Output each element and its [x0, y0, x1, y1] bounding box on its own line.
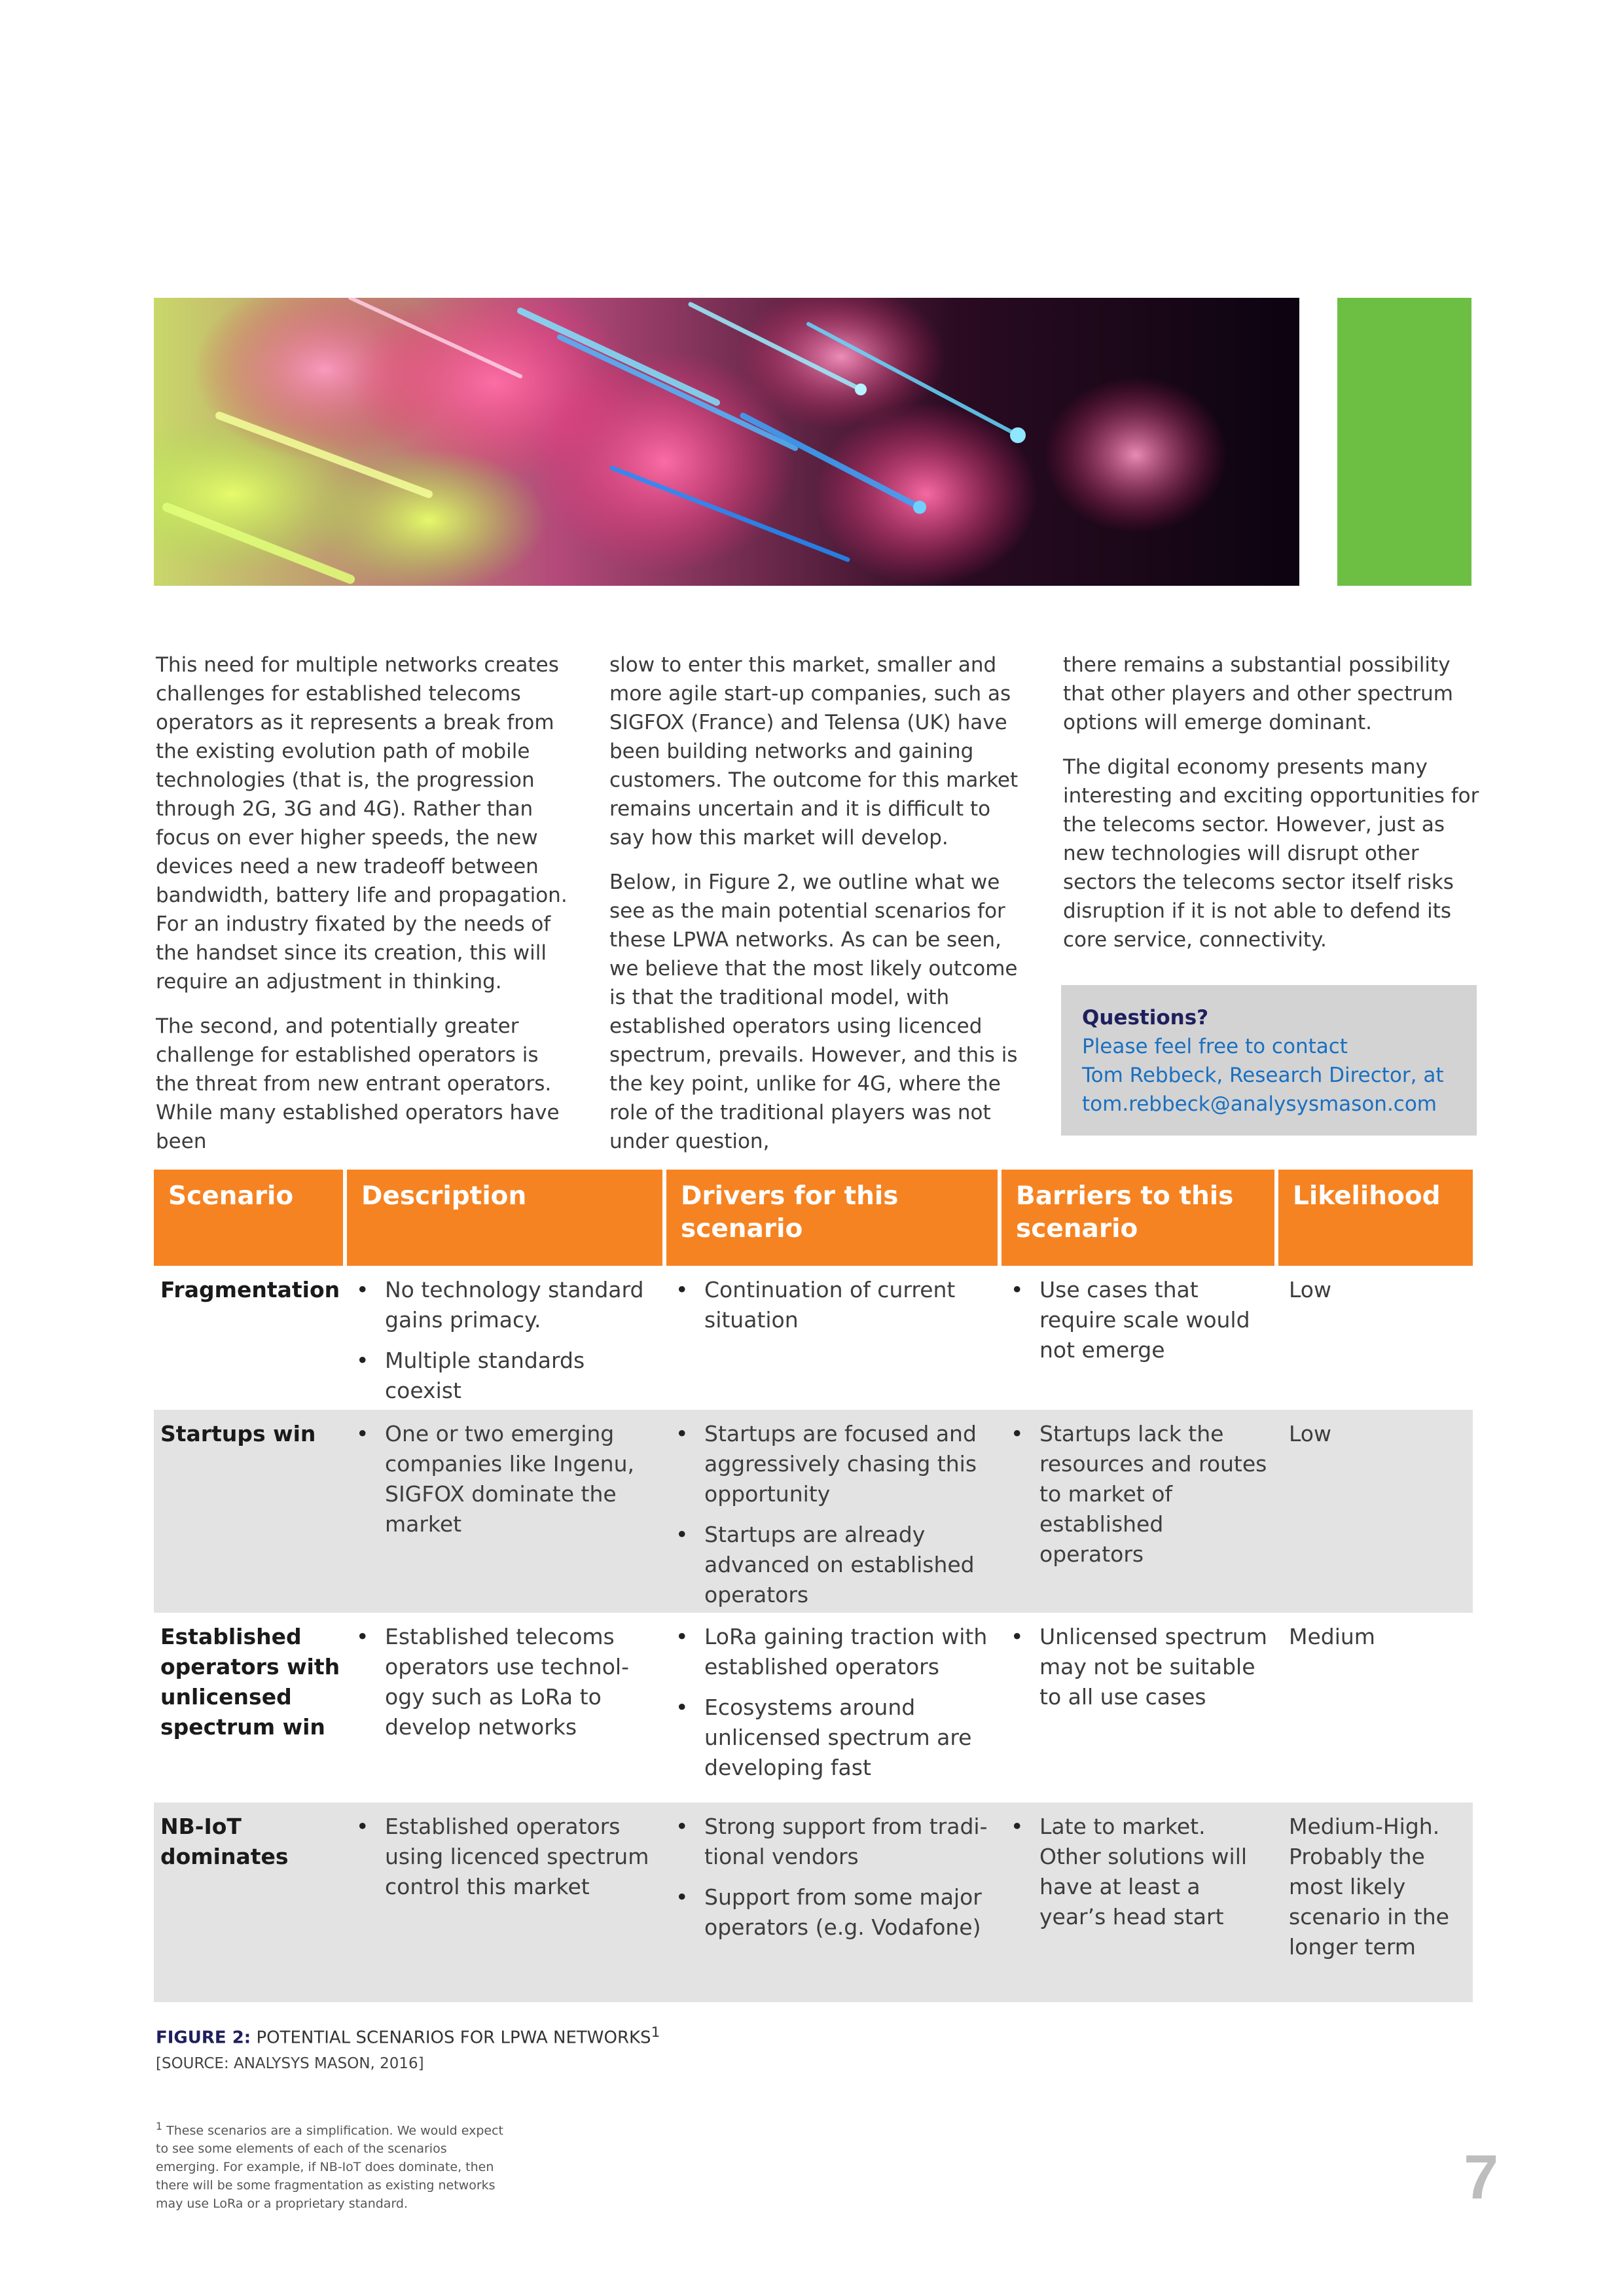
figure-caption	[156, 2024, 660, 2048]
header-barriers: Barriers to this scenario	[1001, 1170, 1278, 1266]
likelihood-value: Medium	[1289, 1624, 1375, 1649]
footnote-marker: 1	[156, 2120, 163, 2132]
list-item: • Multiple standards coexist	[353, 1346, 660, 1406]
header-description: Description	[347, 1170, 666, 1266]
paragraph: The second, and potentially greater challenge for established operators is the threat from new entrant operators. While many established operators have been	[156, 1014, 560, 1153]
table-row	[154, 1803, 1473, 2002]
list-item: • Established telecoms operators use technol-ogy such as LoRa to develop networks	[353, 1622, 660, 1742]
contact-line: Please feel free to contact	[1082, 1035, 1348, 1058]
figure-source: [SOURCE: ANALYSYS MASON, 2016]	[156, 2055, 424, 2072]
header-drivers: Drivers for this scenario	[666, 1170, 1001, 1266]
list-item: • Startups are already advanced on established operators	[673, 1520, 995, 1610]
list-item: • LoRa gaining traction with established operators	[673, 1622, 995, 1682]
description-cell	[347, 1410, 666, 1613]
paragraph: there remains a substantial possibility that other players and other spectrum options will emerge dominant.	[1063, 653, 1454, 734]
list-item: • Startups are focused and aggressively chasing this opportunity	[673, 1419, 995, 1509]
list-item: • Support from some major operators (e.g. Vodafone)	[673, 1882, 995, 1943]
likelihood-cell	[1278, 1410, 1473, 1613]
list-item: • Use cases that require scale would not emerge	[1008, 1275, 1272, 1365]
hero-image	[154, 298, 1299, 586]
table-row	[154, 1266, 1473, 1410]
list-item: • Late to market. Other solutions will have at least a year’s head start	[1008, 1812, 1272, 1932]
contact-person: Tom Rebbeck, Research Director, at	[1082, 1064, 1444, 1087]
text-column-1	[156, 651, 578, 1172]
table-row	[154, 1410, 1473, 1613]
questions-title: Questions?	[1082, 1006, 1209, 1030]
paragraph: Below, in Figure 2, we outline what we see as the main potential scenarios for these LPWA networks. As can be seen, we believe that the most likely outcome is that the traditional model, with established operators using licenced spectrum, prevails. However, and this is the key point, unlike for 4G, where the role of the traditional players was not under question,	[609, 870, 1018, 1153]
barriers-cell	[1001, 1410, 1278, 1613]
questions-box	[1061, 985, 1477, 1136]
list-item: • Established operators using licenced spectrum control this market	[353, 1812, 660, 1902]
scenario-cell: NB-IoT dominates	[160, 1814, 289, 1869]
description-cell	[347, 1803, 666, 2002]
scenario-cell: Startups win	[160, 1421, 316, 1446]
text-column-2	[609, 651, 1032, 1172]
description-cell	[347, 1613, 666, 1803]
scenario-cell: Established operators with unlicensed spectrum win	[160, 1624, 340, 1740]
likelihood-value: Low	[1289, 1421, 1331, 1446]
likelihood-cell	[1278, 1613, 1473, 1803]
paragraph: The digital economy presents many interesting and exciting opportunities for the telecoms sector. However, just as new technologies will disrupt other sectors the telecoms sector itself risks disruption if it is not able to defend its core service, connectivity.	[1063, 755, 1479, 952]
likelihood-value: Low	[1289, 1277, 1331, 1302]
figure-label: FIGURE 2:	[156, 2028, 251, 2048]
fibre-optic-illustration	[154, 298, 1299, 586]
description-cell	[347, 1266, 666, 1410]
footnote-ref: 1	[651, 2024, 660, 2041]
accent-block	[1337, 298, 1471, 586]
footnote-text: These scenarios are a simplification. We would expect to see some elements of each of the scenarios emerging. For example, if NB-IoT does dominate, then there will be some fragmentation as existing networks may use LoRa or a proprietary standard.	[156, 2123, 503, 2212]
header-likelihood: Likelihood	[1278, 1170, 1473, 1266]
list-item: • Ecosystems around unlicensed spectrum are developing fast	[673, 1693, 995, 1783]
likelihood-cell	[1278, 1266, 1473, 1410]
table-row	[154, 1613, 1473, 1803]
drivers-cell	[666, 1803, 1001, 2002]
paragraph: slow to enter this market, smaller and more agile start-up companies, such as SIGFOX (France) and Telensa (UK) have been building networks and gaining customers. The outcome for this market remains uncertain and it is difficult to say how this market will develop.	[609, 653, 1019, 850]
footnote	[156, 2117, 509, 2213]
list-item: • Startups lack the resources and routes to market of established operators	[1008, 1419, 1272, 1570]
paragraph: This need for multiple networks creates challenges for established telecoms operators as it represents a break from the existing evolution path of mobile technologies (that is, the progression through 2G, 3G and 4G). Rather than focus on ever higher speeds, the new devices need a new tradeoff between bandwidth, battery life and propagation. For an industry fixated by the needs of the handset since its creation, this will require an adjustment in thinking.	[156, 653, 568, 994]
list-item: • Unlicensed spectrum may not be suitable to all use cases	[1008, 1622, 1272, 1712]
barriers-cell	[1001, 1613, 1278, 1803]
list-item: • Continuation of current situation	[673, 1275, 995, 1335]
drivers-cell	[666, 1613, 1001, 1803]
drivers-cell	[666, 1266, 1001, 1410]
list-item: • No technology standard gains primacy.	[353, 1275, 660, 1335]
contact-email-link[interactable]: tom.rebbeck@analysysmason.com	[1082, 1092, 1437, 1116]
list-item: • Strong support from tradi-tional vendors	[673, 1812, 995, 1872]
table-header-row	[154, 1170, 1473, 1266]
barriers-cell	[1001, 1803, 1278, 2002]
list-item: • One or two emerging companies like Ingenu, SIGFOX dominate the market	[353, 1419, 660, 1539]
page-number: 7	[1464, 2142, 1499, 2212]
barriers-cell	[1001, 1266, 1278, 1410]
scenarios-table	[154, 1170, 1473, 2002]
likelihood-cell	[1278, 1803, 1473, 2002]
likelihood-value: Medium-High. Probably the most likely scenario in the longer term	[1289, 1814, 1449, 1960]
header-scenario: Scenario	[154, 1170, 347, 1266]
drivers-cell	[666, 1410, 1001, 1613]
figure-title: POTENTIAL SCENARIOS FOR LPWA NETWORKS	[251, 2028, 651, 2048]
scenario-cell: Fragmentation	[160, 1277, 340, 1302]
text-column-3	[1063, 651, 1485, 970]
